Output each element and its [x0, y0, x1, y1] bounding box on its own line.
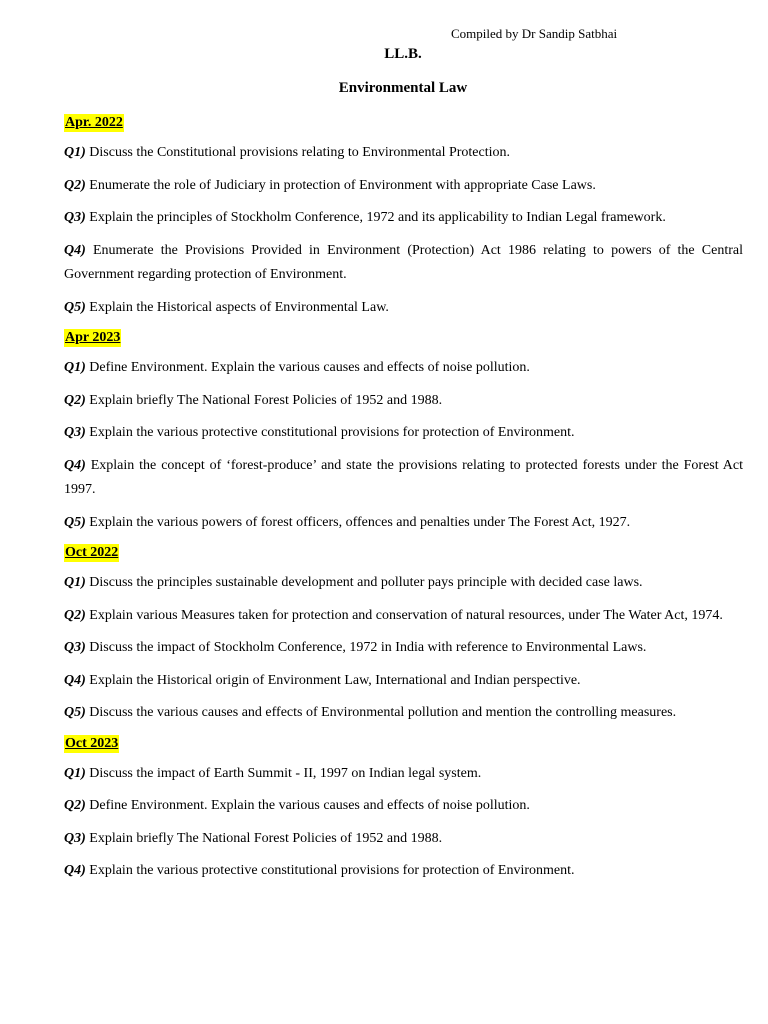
- question-number: Q1): [64, 575, 86, 590]
- question-number: Q2): [64, 177, 86, 193]
- question-item: [64, 827, 743, 852]
- question-number: Q4): [64, 457, 86, 473]
- exam-section: [64, 113, 743, 320]
- question-number: Q3): [64, 210, 86, 225]
- question-text: Discuss the Constitutional provisions relating to Environmental Protection.: [89, 145, 511, 160]
- question-text: Enumerate the role of Judiciary in protection of Environment with appropriate Case Laws.: [89, 177, 596, 193]
- question-number: Q4): [64, 672, 86, 688]
- exam-section: [64, 543, 743, 726]
- question-item: [64, 762, 743, 787]
- question-text: Enumerate the Provisions Provided in Environment (Protection) Act 1986 relating to powers of the Central Government regarding protection of Environment.: [64, 242, 743, 282]
- question-text: Discuss the various causes and effects of Environmental pollution and mention the controlling measures.: [89, 705, 677, 720]
- question-number: Q2): [64, 392, 86, 408]
- question-text: Explain the Historical aspects of Environmental Law.: [89, 299, 389, 315]
- question-item: [64, 356, 743, 381]
- question-text: Explain the principles of Stockholm Conference, 1972 and its applicability to Indian Legal framework.: [89, 210, 666, 225]
- question-text: Explain the Historical origin of Environment Law, International and Indian perspective.: [89, 672, 581, 688]
- question-text: Explain various Measures taken for protection and conservation of natural resources, under The Water Act, 1974.: [89, 607, 723, 623]
- section-heading: [64, 113, 743, 133]
- question-item: [64, 669, 743, 694]
- question-text: Explain briefly The National Forest Policies of 1952 and 1988.: [89, 392, 443, 408]
- section-heading-label: Oct 2023: [65, 735, 119, 751]
- question-item: [64, 206, 743, 231]
- question-number: Q4): [64, 863, 86, 878]
- question-number: Q5): [64, 299, 86, 315]
- question-text: Discuss the impact of Stockholm Conference, 1972 in India with reference to Environmental Laws.: [89, 640, 647, 655]
- section-heading: [64, 734, 743, 754]
- question-text: Explain the various protective constitutional provisions for protection of Environment.: [89, 425, 575, 440]
- question-number: Q2): [64, 798, 86, 813]
- question-item: [64, 454, 743, 503]
- question-text: Explain the concept of ‘forest-produce’ and state the provisions relating to protected forests under the Forest Act 1997.: [64, 457, 743, 497]
- question-item: [64, 604, 743, 629]
- question-number: Q3): [64, 830, 86, 846]
- section-heading: [64, 543, 743, 563]
- question-item: [64, 141, 743, 166]
- question-item: [64, 296, 743, 321]
- question-item: [64, 174, 743, 199]
- question-text: Define Environment. Explain the various causes and effects of noise pollution.: [89, 798, 530, 813]
- question-number: Q2): [64, 607, 86, 623]
- question-item: [64, 421, 743, 446]
- question-text: Explain briefly The National Forest Policies of 1952 and 1988.: [89, 830, 443, 846]
- compiled-by-note: Compiled by Dr Sandip Satbhai: [451, 26, 618, 41]
- question-number: Q5): [64, 705, 86, 720]
- question-number: Q1): [64, 145, 86, 160]
- question-number: Q3): [64, 640, 86, 655]
- question-number: Q4): [64, 242, 86, 258]
- question-text: Explain the various powers of forest officers, offences and penalties under The Forest Act, 1927.: [89, 514, 631, 530]
- question-text: Explain the various protective constitutional provisions for protection of Environment.: [89, 863, 575, 878]
- question-text: Discuss the impact of Earth Summit - II, 1997 on Indian legal system.: [89, 765, 482, 781]
- subject-title: Environmental Law: [338, 80, 468, 96]
- question-text: Define Environment. Explain the various causes and effects of noise pollution.: [89, 360, 530, 375]
- exam-section: [64, 328, 743, 535]
- question-item: [64, 511, 743, 536]
- question-item: [64, 859, 743, 884]
- question-number: Q5): [64, 514, 86, 530]
- question-number: Q1): [64, 360, 86, 375]
- question-item: [64, 389, 743, 414]
- question-content: [64, 113, 743, 884]
- section-heading-label: Oct 2022: [65, 545, 119, 560]
- section-heading: [64, 328, 743, 348]
- question-item: [64, 636, 743, 661]
- question-text: Discuss the principles sustainable development and polluter pays principle with decided case laws.: [89, 575, 643, 590]
- exam-section: [64, 734, 743, 884]
- question-item: [64, 239, 743, 288]
- section-heading-label: Apr. 2022: [65, 115, 123, 130]
- course-title: LL.B.: [384, 46, 422, 62]
- question-item: [64, 571, 743, 596]
- question-item: [64, 794, 743, 819]
- question-number: Q1): [64, 765, 86, 781]
- section-heading-label: Apr 2023: [65, 330, 121, 345]
- question-number: Q3): [64, 425, 86, 440]
- question-item: [64, 701, 743, 726]
